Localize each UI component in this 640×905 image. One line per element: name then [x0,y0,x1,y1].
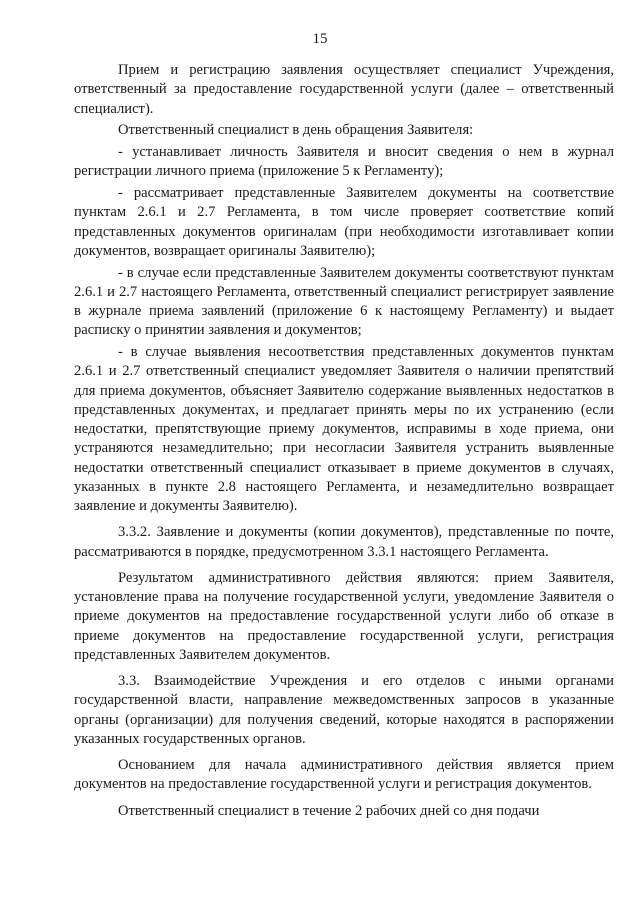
paragraph-basis: Основанием для начала административного действия является прием документов на предоставление государственной услуги и регистрация документов. [74,757,614,793]
paragraph-result: Результатом административного действия являются: прием Заявителя, установление права на получение государственной услуги, уведомление Заявителя о приеме документов на предоставление государственной услуги либо об отказе в приеме документов на предоставление государственной услуги, регистрация представленных Заявителем документов. [74,569,614,663]
paragraph-specialist-duties-heading: Ответственный специалист в день обращения Заявителя: [118,122,474,139]
paragraph-document-review: - рассматривает представленные Заявителем документы на соответствие пунктам 2.6.1 и 2.7 Регламента, в том числе проверяет соответствие копий представленных документов оригиналам (при необходимости изготавливает копии документов, возвращает оригиналы Заявителю); [74,185,614,259]
paragraph-3-3: 3.3. Взаимодействие Учреждения и его отделов с иными органами государственной власти, направление межведомственных запросов в указанные органы (организации) для получения сведений, которые находятся в распоряжении указанных государственных органов. [74,673,614,747]
paragraph-3-3-2: 3.3.2. Заявление и документы (копии документов), представленные по почте, рассматриваются в порядке, предусмотренном 3.3.1 настоящего Регламента. [74,524,614,560]
document-body [74,61,614,823]
paragraph-responsible-deadline: Ответственный специалист в течение 2 рабочих дней со дня подачи [118,802,540,819]
page-number: 15 [312,31,328,47]
paragraph-registration: - в случае если представленные Заявителем документы соответствуют пунктам 2.6.1 и 2.7 настоящего Регламента, ответственный специалист регистрирует заявление в журнале приема заявлений (приложение 6 к настоящему Регламенту) и выдает расписку о принятии заявления и документов; [74,264,614,339]
paragraph-identity-check: - устанавливает личность Заявителя и вносит сведения о нем в журнал регистрации личного приема (приложение 5 к Регламенту); [74,144,614,180]
paragraph-reception-intro: Прием и регистрацию заявления осуществляет специалист Учреждения, ответственный за предоставление государственной услуги (далее – ответственный специалист). [74,62,614,117]
paragraph-nonconformity: - в случае выявления несоответствия представленных документов пунктам 2.6.1 и 2.7 ответственный специалист уведомляет Заявителя о наличии препятствий для приема документов, объясняет Заявителю содержание выявленных недостатков в представленных документах, и предлагает принять меры по их устранению (если недостатки, препятствующие приему документов, исправимы в ходе приема, они устраняются незамедлительно; при несогласии Заявителя устранить выявленные недостатки ответственный специалист отказывает в приеме документов в случаях, указанных в пункте 2.8 настоящего Регламента, и незамедлительно возвращает заявление и документы Заявителю). [74,344,614,514]
